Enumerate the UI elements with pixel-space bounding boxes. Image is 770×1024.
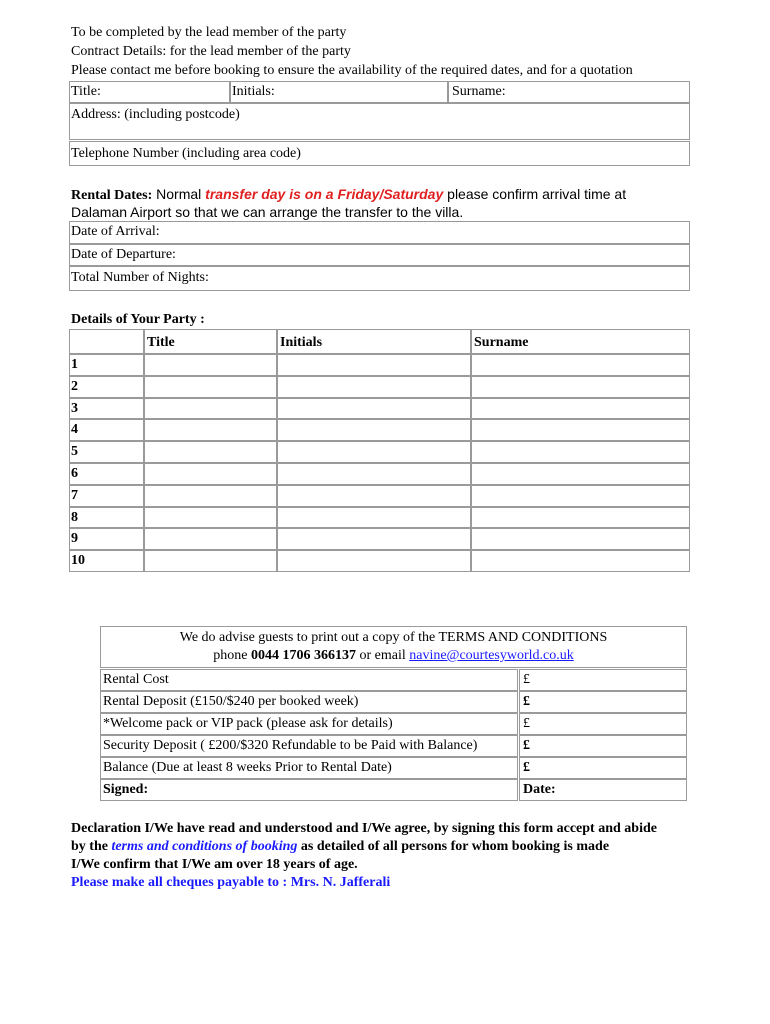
party-title-cell[interactable] [144,463,277,485]
cost-label: Balance (Due at least 8 weeks Prior to Rental Date) [103,760,392,775]
telephone-label: Telephone Number (including area code) [71,146,301,161]
party-title-cell[interactable] [144,441,277,463]
arrival-label: Date of Arrival: [71,224,160,239]
party-surname-cell[interactable] [471,376,690,398]
cost-label: *Welcome pack or VIP pack (please ask for details) [103,716,393,731]
party-initials-cell[interactable] [277,507,471,529]
party-title-cell[interactable] [144,398,277,420]
party-row-number [69,528,144,550]
party-surname-cell[interactable] [471,485,690,507]
departure-label: Date of Departure: [71,247,176,262]
declaration-suffix: as detailed of all persons for whom booking is made [297,839,610,854]
party-row-number [69,441,144,463]
party-row-number [69,507,144,529]
cost-label: Security Deposit ( £200/$320 Refundable to be Paid with Balance) [103,738,478,753]
rental-dates-line-2: Dalaman Airport so that we can arrange the transfer to the villa. [71,204,464,220]
intro-line-1: To be completed by the lead member of the party [71,25,347,40]
email-link[interactable]: navine@courtesyworld.co.uk [409,648,574,663]
party-row-number [69,463,144,485]
declaration-line-2 [71,838,609,856]
initials-label: Initials: [232,84,275,99]
party-initials-cell[interactable] [277,485,471,507]
declaration-prefix: by the [71,839,112,854]
cost-label-cell [100,735,518,757]
party-header-label: Title [147,335,175,350]
terms-advise: We do advise guests to print out a copy of the TERMS AND CONDITIONS [179,630,608,645]
rental-dates-heading: Rental Dates: [71,188,153,203]
signed-label: Signed: [103,782,149,797]
party-surname-cell[interactable] [471,463,690,485]
title-field[interactable] [69,81,230,103]
telephone-field[interactable] [69,141,690,166]
party-row-label: 1 [71,357,78,372]
cost-label-cell [100,713,518,735]
party-row-label: 9 [71,531,78,547]
party-row-number [69,398,144,420]
rental-confirm-text: please confirm arrival time at [443,186,627,202]
arrival-date-field[interactable] [69,221,690,244]
party-heading: Details of Your Party : [71,312,205,327]
cost-value-cell[interactable] [519,713,687,735]
cost-value-cell[interactable] [519,691,687,713]
signed-field[interactable] [100,779,518,801]
phone-number: 0044 1706 366137 [250,648,356,663]
departure-date-field[interactable] [69,244,690,266]
party-surname-cell[interactable] [471,507,690,529]
party-title-cell[interactable] [144,376,277,398]
party-row-number [69,550,144,572]
phone-prefix: phone [213,648,251,663]
nights-field[interactable] [69,266,690,291]
party-row-label: 2 [71,378,78,394]
cost-label: Rental Cost [103,672,169,687]
contact-line [101,647,686,665]
surname-label: Surname: [452,84,506,99]
intro-line-2: Contract Details: for the lead member of the party [71,44,351,59]
party-surname-cell[interactable] [471,354,690,376]
title-label: Title: [71,84,101,99]
terms-link[interactable]: terms and conditions of booking [111,839,298,854]
party-header-number [69,329,144,354]
declaration-line-1: Declaration I/We have read and understood and I/We agree, by signing this form accept and abide [71,821,657,836]
address-field[interactable] [69,103,690,140]
party-row-label: 8 [71,509,78,525]
cost-value-cell[interactable] [519,757,687,779]
party-row-label: 10 [71,553,85,569]
cost-label-cell [100,757,518,779]
cost-value: £ [523,694,530,709]
party-title-cell[interactable] [144,528,277,550]
party-row-label: 4 [71,422,78,438]
nights-label: Total Number of Nights: [71,270,209,285]
party-row-number [69,419,144,441]
party-header-title [144,329,277,354]
party-title-cell[interactable] [144,550,277,572]
party-surname-cell[interactable] [471,419,690,441]
party-initials-cell[interactable] [277,441,471,463]
party-initials-cell[interactable] [277,550,471,572]
transfer-day-highlight: transfer day is on a Friday/Saturday [205,186,444,202]
party-surname-cell[interactable] [471,441,690,463]
party-title-cell[interactable] [144,485,277,507]
cheques-line: Please make all cheques payable to : Mrs. N. Jafferali [71,875,391,890]
cost-label-cell [100,691,518,713]
cost-label: Rental Deposit (£150/$240 per booked week) [103,694,359,709]
party-header-surname [471,329,690,354]
surname-field[interactable] [448,81,690,103]
party-title-cell[interactable] [144,507,277,529]
party-row-label: 5 [71,444,78,460]
party-header-label: Surname [474,335,529,350]
party-row-number [69,376,144,398]
rental-dates-text [71,185,626,205]
cost-value: £ [523,760,530,775]
email-prefix: or email [355,648,410,663]
date-label: Date: [523,782,556,797]
cost-label-cell [100,669,518,691]
initials-field[interactable] [230,81,448,103]
party-initials-cell[interactable] [277,398,471,420]
party-initials-cell[interactable] [277,354,471,376]
rental-normal-text: Normal [152,186,206,202]
party-row-number [69,354,144,376]
party-surname-cell[interactable] [471,398,690,420]
party-row-number [69,485,144,507]
cost-value: £ [523,672,530,687]
party-title-cell[interactable] [144,354,277,376]
party-initials-cell[interactable] [277,463,471,485]
party-surname-cell[interactable] [471,528,690,550]
address-label: Address: (including postcode) [71,107,240,122]
cost-value: £ [523,716,530,731]
party-surname-cell[interactable] [471,550,690,572]
party-title-cell[interactable] [144,419,277,441]
intro-line-3: Please contact me before booking to ensure the availability of the required dates, and for a quotation [71,63,633,78]
terms-notice [100,626,687,668]
cost-value-cell[interactable] [519,669,687,691]
party-initials-cell[interactable] [277,528,471,550]
cost-value: £ [523,738,530,753]
party-header-label: Initials [280,335,323,350]
cost-value-cell[interactable] [519,735,687,757]
party-row-label: 7 [71,487,78,503]
party-row-label: 6 [71,466,78,481]
date-field[interactable] [519,779,687,801]
declaration-line-3: I/We confirm that I/We am over 18 years of age. [71,857,358,872]
party-header-initials [277,329,471,354]
party-initials-cell[interactable] [277,376,471,398]
party-initials-cell[interactable] [277,419,471,441]
party-row-label: 3 [71,400,78,416]
